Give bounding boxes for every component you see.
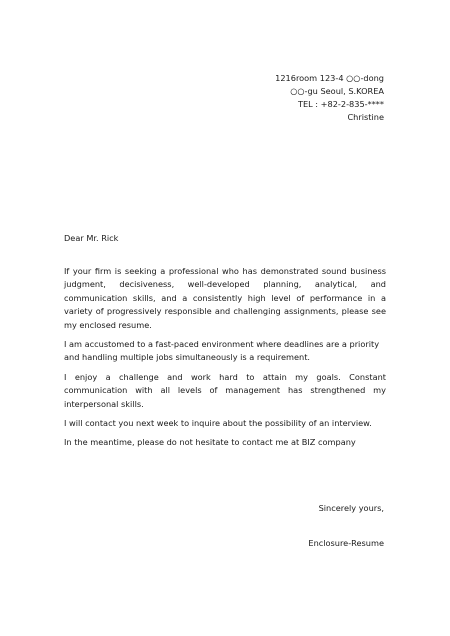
address-line: ○○-gu Seoul, S.KOREA	[290, 86, 384, 96]
enclosure-note: Enclosure-Resume	[308, 538, 384, 548]
address-line: 1216room 123-4 ○○-dong	[275, 73, 384, 83]
body-paragraph: If your firm is seeking a professional who has demonstrated sound business judgment, decisiveness, well-developed planning, analytical, and communication skills, and a consistently high level of performance in a variety of progressively responsible and challenging assignments, please see my enclosed resume.	[64, 266, 386, 330]
letter-body	[64, 265, 386, 456]
body-paragraph: I will contact you next week to inquire about the possibility of an interview.	[64, 418, 372, 429]
sender-name: Christine	[347, 112, 384, 122]
closing: Sincerely yours,	[318, 503, 384, 513]
sender-address	[275, 72, 384, 124]
phone-line: TEL : +82-2-835-****	[297, 99, 384, 109]
salutation: Dear Mr. Rick	[64, 233, 119, 243]
body-paragraph: I enjoy a challenge and work hard to attain my goals. Constant communication with all levels of management has strengthened my interpersonal skills.	[64, 371, 386, 409]
body-paragraph: I am accustomed to a fast-paced environment where deadlines are a priority and handling multiple jobs simultaneously is a requirement.	[64, 339, 380, 363]
body-paragraph: In the meantime, please do not hesitate to contact me at BIZ company	[64, 437, 356, 448]
